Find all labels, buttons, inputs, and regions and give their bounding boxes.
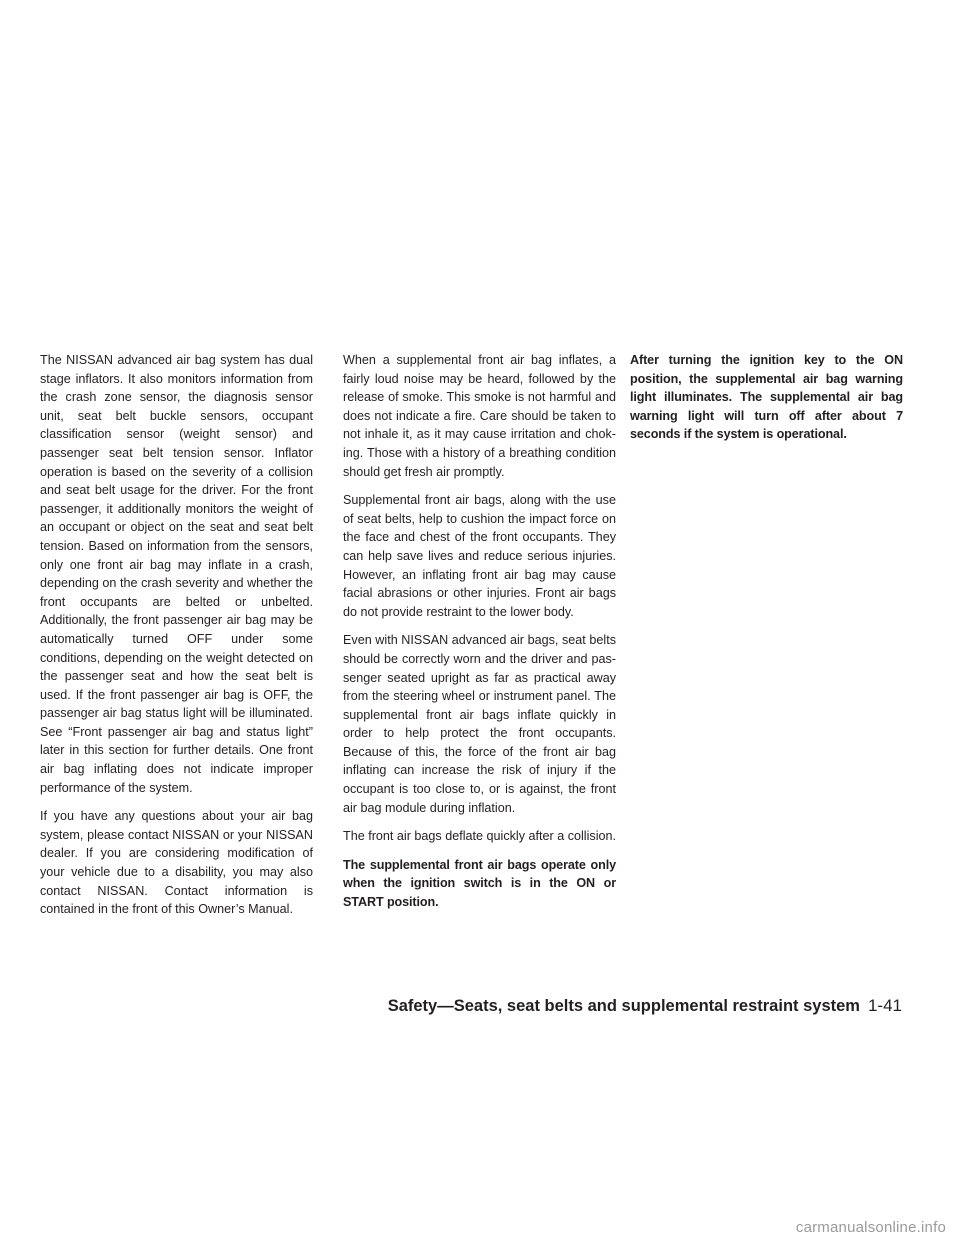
paragraph: The front air bags deflate quickly after a collision. <box>343 829 617 844</box>
watermark: carmanualsonline.info <box>795 1219 946 1236</box>
page-number: 1-41 <box>867 996 902 1015</box>
bold-notice: After turning the ignition key to the ON position, the supplemental air bag warning light illuminates. The supplemental air bag warning light will turn off after about 7 seconds if the system is operational. <box>630 353 903 442</box>
paragraph: Supplemental front air bags, along with the use of seat belts, help to cushion the impact force on the face and chest of the front occupants. They can help save lives and reduce serious injuries. However, an inflating front air bag may cause facial abrasions or other injuries. Front air bags do not provide restraint to the lower body. <box>343 493 616 619</box>
paragraph: When a supplemental front air bag inflates, a fairly loud noise may be heard, followed by the release of smoke. This smoke is not harmful and does not indicate a fire. Care should be taken to not inhale it, as it may cause irritation and choking. Those with a history of a breathing condition should get fresh air promptly. <box>343 353 616 479</box>
bold-notice: The supplemental front air bags operate only when the ignition switch is in the ON or START position. <box>343 857 616 910</box>
page-footer <box>388 996 902 1016</box>
paragraph: If you have any questions about your air bag system, please contact NISSAN or your NISSAN dealer. If you are considering modification of your vehicle due to a disability, you may also contact NISSAN. Contact information is contained in the front of this Owner’s Manual. <box>40 809 313 917</box>
section-title: Safety—Seats, seat belts and supplemental restraint system <box>387 997 860 1015</box>
text-column-2 <box>343 351 616 922</box>
text-column-3 <box>630 351 903 454</box>
paragraph: Even with NISSAN advanced air bags, seat belts should be correctly worn and the driver and passenger seated upright as far as practical away from the steering wheel or instrument panel. The supplemental front air bags inflate quickly in order to help protect the front occupants. Because of this, the force of the front air bag inflating can increase the risk of injury if the occupant is too close to, or is against, the front air bag module during inflation. <box>343 633 616 815</box>
text-column-1 <box>40 351 313 929</box>
paragraph: The NISSAN advanced air bag system has dual stage inflators. It also monitors information from the crash zone sensor, the diagnosis sensor unit, seat belt buckle sensors, occupant classification sensor (weight sensor) and passenger seat belt tension sensor. Inflator operation is based on the severity of a collision and seat belt usage for the driver. For the front passenger, it additionally monitors the weight of an occupant or object on the seat and seat belt tension. Based on information from the sensors, only one front air bag may inflate in a crash, depending on the crash severity and whether the front occupants are belted or unbelted. Additionally, the front passenger air bag may be automatically turned OFF under some conditions, depending on the weight detected on the passenger seat and how the seat belt is used. If the front passenger air bag is OFF, the passenger air bag status light will be illuminated. See “Front passenger air bag and status light” later in this section for further details. One front air bag inflating does not indicate improper performance of the system. <box>40 353 313 795</box>
